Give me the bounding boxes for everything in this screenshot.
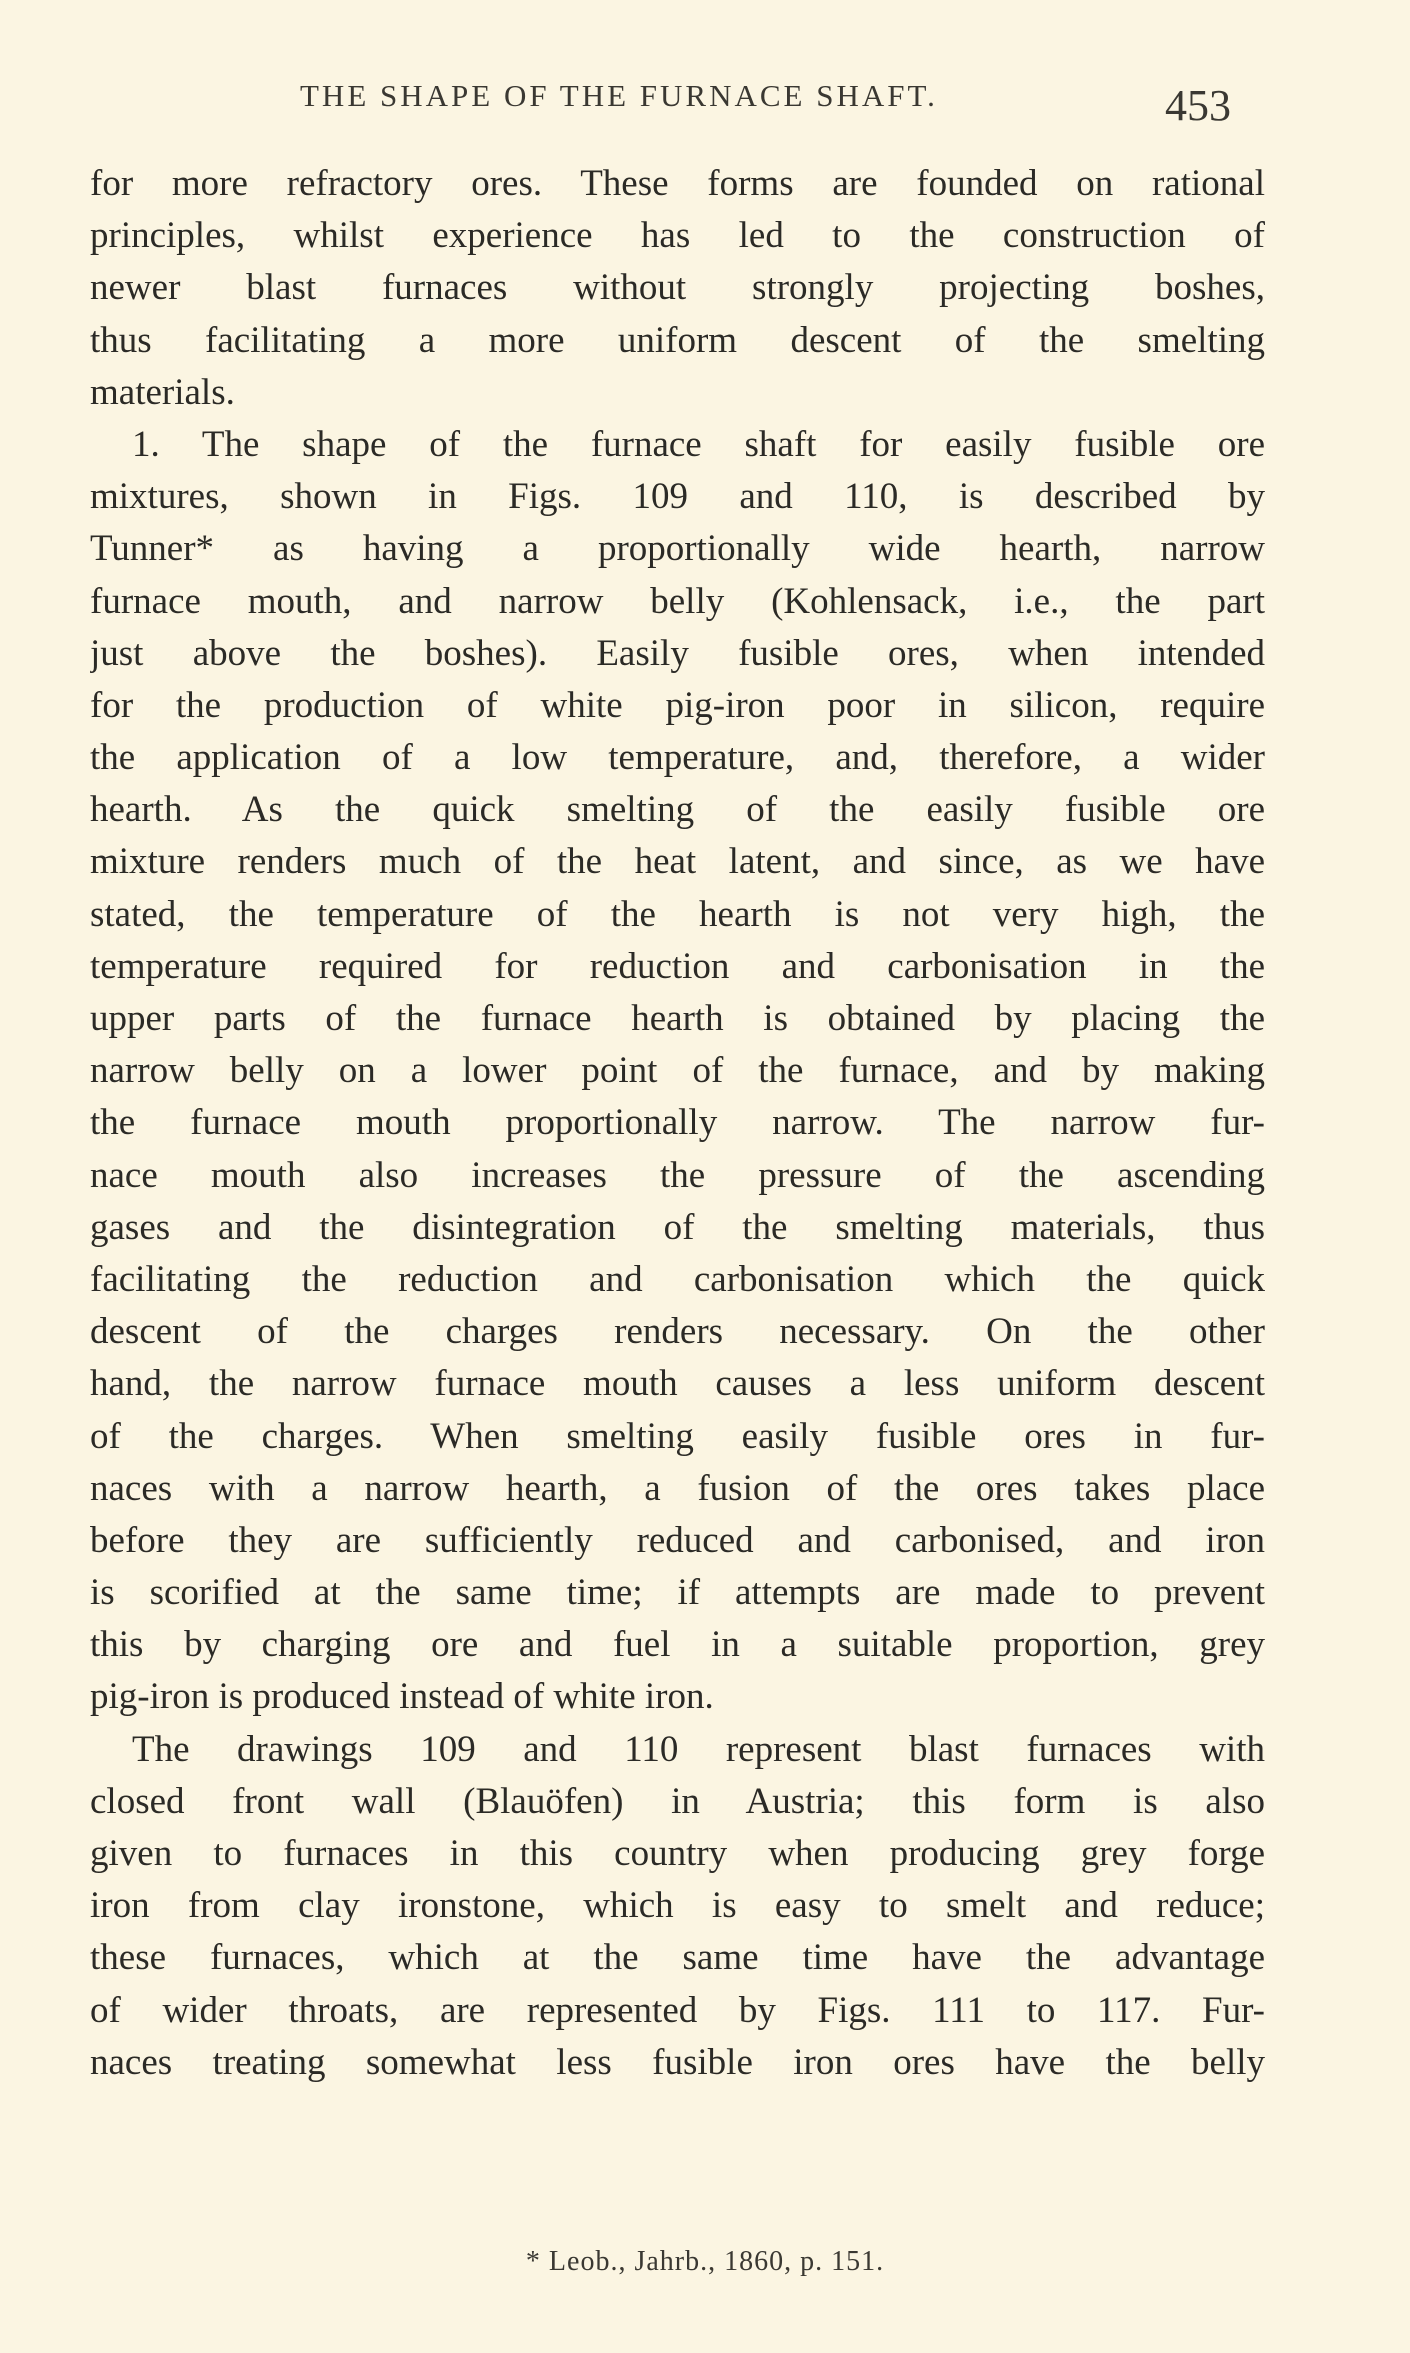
text-line: for the production of white pig-iron poor in silicon, require xyxy=(90,684,1265,726)
running-title: THE SHAPE OF THE FURNACE SHAFT. xyxy=(300,78,938,113)
text-line: 1. The shape of the furnace shaft for easily fusible ore xyxy=(132,423,1265,465)
text-line: iron from clay ironstone, which is easy to smelt and reduce; xyxy=(90,1885,1265,1927)
text-line: mixtures, shown in Figs. 109 and 110, is described by xyxy=(90,476,1265,518)
text-line: facilitating the reduction and carbonisation which the quick xyxy=(90,1258,1265,1300)
text-line: narrow belly on a lower point of the furnace, and by making xyxy=(90,1050,1265,1092)
text-line: upper parts of the furnace hearth is obtained by placing the xyxy=(90,998,1265,1039)
body-text xyxy=(90,158,1265,2089)
text-line: mixture renders much of the heat latent, and since, as we have xyxy=(90,841,1265,883)
page-number: 453 xyxy=(1165,81,1231,130)
text-line: for more refractory ores. These forms are founded on rational xyxy=(90,163,1265,204)
text-line: is scorified at the same time; if attempts are made to prevent xyxy=(90,1572,1265,1614)
text-line: this by charging ore and fuel in a suitable proportion, grey xyxy=(90,1624,1265,1666)
text-line: principles, whilst experience has led to the construction of xyxy=(90,215,1265,257)
text-line: closed front wall (Blauöfen) in Austria; this form is also xyxy=(90,1780,1265,1822)
text-line: pig-iron is produced instead of white iron. xyxy=(90,1676,714,1718)
text-line: furnace mouth, and narrow belly (Kohlensack, i.e., the part xyxy=(90,580,1265,622)
text-line: materials. xyxy=(90,371,235,413)
text-line: newer blast furnaces without strongly projecting boshes, xyxy=(90,267,1265,309)
text-line: of the charges. When smelting easily fusible ores in fur- xyxy=(90,1415,1265,1457)
text-line: temperature required for reduction and carbonisation in the xyxy=(90,945,1265,987)
text-line: nace mouth also increases the pressure of the ascending xyxy=(90,1154,1265,1196)
text-line: descent of the charges renders necessary. On the other xyxy=(90,1311,1265,1353)
text-line: the application of a low temperature, and, therefore, a wider xyxy=(90,737,1265,779)
text-line: gases and the disintegration of the smelting materials, thus xyxy=(90,1206,1265,1248)
text-line: Tunner* as having a proportionally wide hearth, narrow xyxy=(90,528,1265,570)
text-line: the furnace mouth proportionally narrow. The narrow fur- xyxy=(90,1102,1265,1144)
text-line: just above the boshes). Easily fusible ores, when intended xyxy=(90,632,1265,674)
text-line: naces with a narrow hearth, a fusion of the ores takes place xyxy=(90,1467,1265,1509)
text-line: naces treating somewhat less fusible iron ores have the belly xyxy=(90,2041,1265,2083)
text-line: hearth. As the quick smelting of the easily fusible ore xyxy=(90,789,1265,831)
text-line: of wider throats, are represented by Figs. 111 to 117. Fur- xyxy=(90,1989,1265,2031)
text-line: before they are sufficiently reduced and carbonised, and iron xyxy=(90,1519,1265,1561)
text-line: The drawings 109 and 110 represent blast furnaces with xyxy=(132,1728,1265,1770)
text-line: given to furnaces in this country when producing grey forge xyxy=(90,1833,1265,1874)
text-line: hand, the narrow furnace mouth causes a less uniform descent xyxy=(90,1363,1265,1405)
text-line: thus facilitating a more uniform descent of the smelting xyxy=(90,319,1265,361)
text-line: these furnaces, which at the same time have the advantage xyxy=(90,1937,1265,1979)
footnote: * Leob., Jahrb., 1860, p. 151. xyxy=(525,2246,885,2277)
text-line: stated, the temperature of the hearth is not very high, the xyxy=(90,893,1265,935)
